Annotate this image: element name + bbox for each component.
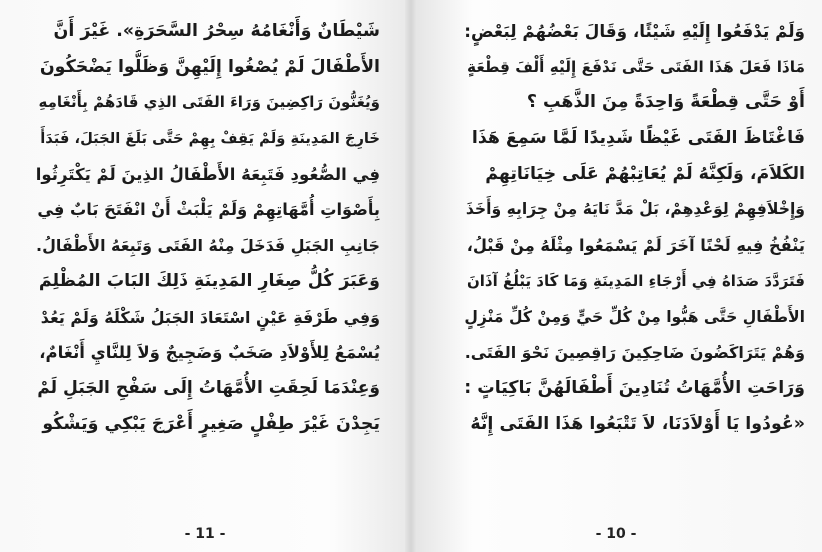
text-line: بِأَصْوَاتِ أُمَّهَاتِهِمْ وَلَمْ يَلْبَثْ أَنْ انْفَتَحَ بَابٌ فِي [37,200,380,220]
text-line: وَيُغَنُّونَ رَاكِضِينَ وَرَاءَ الفَتَى الذِي قَادَهُمْ بِأَنْغَامِهِ [38,93,380,112]
text-line: فَاغْتَاظَ الفَتَى غَيْظًا شَدِيدًا لَمَّا سَمِعَ هَذَا [471,128,805,149]
text-line: الأَطْفَالِ حَتَّى هَبُّوا مِنْ كُلِّ حَيٍّ وَمِنْ كُلِّ مَنْزِلٍ [464,307,805,326]
right-page [411,0,822,552]
text-line: يُسْمَعُ لِلأَوْلاَدِ صَخَبٌ وَضَجِيجٌ وَلاَ لِلنَّايِ أَنْغَامٌ، [39,343,380,363]
text-line: الأَطْفَالَ لَمْ يُصْغُوا إِلَيْهِنَّ وَظَلُّوا يَضْحَكُونَ [39,56,380,77]
book-gutter [405,0,417,552]
text-line: مَاذَا فَعَلَ هَذَا الفَتَى حَتَّى نَدْفَعَ إِلَيْهِ أَلْفَ قِطْعَةٍ [467,57,805,76]
text-line: فِي الصُّعُودِ فَتَبِعَهُ الأَطْفَالُ الذِينَ لَمْ يَكْتَرِثُوا [36,164,380,184]
text-line: الكَلاَمَ، وَلَكِنَّهُ لَمْ يُعَاتِبْهُمْ عَلَى خِيَانَاتِهِمْ [485,163,805,184]
text-line: يَنْفُخُ فِيهِ لَحْنًا آخَرَ لَمْ يَسْمَعُوا مِثْلَهُ مِنْ قَبْلُ، [466,236,805,256]
text-line: خَارِجَ المَدِينَةِ وَلَمْ يَقِفْ بِهِمْ حَتَّى بَلَغَ الجَبَلَ، فَبَدَأَ [40,130,380,148]
page-number: - 11 - [184,526,226,542]
text-line: وَرَاحَتِ الأُمَّهَاتُ تُنَادِينَ أَطْفَالَهُنَّ بَاكِيَاتٍ : [464,377,805,398]
text-line: وَعَبَرَ كُلُّ صِغَارِ المَدِينَةِ ذَلِكَ البَابَ المُظْلِمَ [38,270,380,291]
text-line: شَيْطَانٌ وَأَنْغَامُهُ سِحْرُ السَّحَرَةِ». غَيْرَ أَنَّ [53,21,380,41]
text-line: وَإِخْلاَفِهِمْ لِوَعْدِهِمْ، بَلْ مَدَّ نَايَهُ مِنْ جِرَابِهِ وَأَخَذَ [465,200,805,219]
left-page-text [36,14,380,442]
text-line: فَتَرَدَّدَ صَدَاهُ فِي أَرْجَاءِ المَدِينَةِ وَمَا كَادَ يَبْلُغُ آذَانَ [466,271,805,290]
text-line: وَهُمْ يَتَرَاكَضُونَ ضَاحِكِينَ رَاقِصِينَ نَحْوَ الفَتَى. [464,343,805,363]
text-line: وَلَمْ يَدْفَعُوا إِلَيْهِ شَيْئًا، وَقَالَ بَعْضُهُمْ لِبَعْضٍ: [464,21,805,41]
page-number: - 10 - [595,526,637,542]
text-line: «عُودُوا يَا أَوْلاَدَنَا، لاَ تَتْبَعُوا هَذَا الفَتَى إِنَّهُ [470,413,805,434]
text-line: جَانِبِ الجَبَلِ فَدَخَلَ مِنْهُ الفَتَى وَتَبِعَهُ الأَطْفَالُ. [36,236,380,256]
text-line: وَفِي طَرْفَةِ عَيْنٍ اسْتَعَادَ الجَبَلُ شَكْلَهُ وَلَمْ يَعُدْ [40,307,380,327]
text-line: وَعِنْدَمَا لَحِقَتِ الأُمَّهَاتُ إِلَى سَفْحِ الجَبَلِ لَمْ [37,377,380,398]
text-line: أَوْ حَتَّى قِطْعَةً وَاحِدَةً مِنَ الذَّهَبِ ؟ [526,92,805,113]
right-page-text [461,14,805,442]
text-line: يَجِدْنَ غَيْرَ طِفْلٍ صَغِيرٍ أَعْرَجَ يَبْكِي وَيَشْكُو [42,413,380,434]
